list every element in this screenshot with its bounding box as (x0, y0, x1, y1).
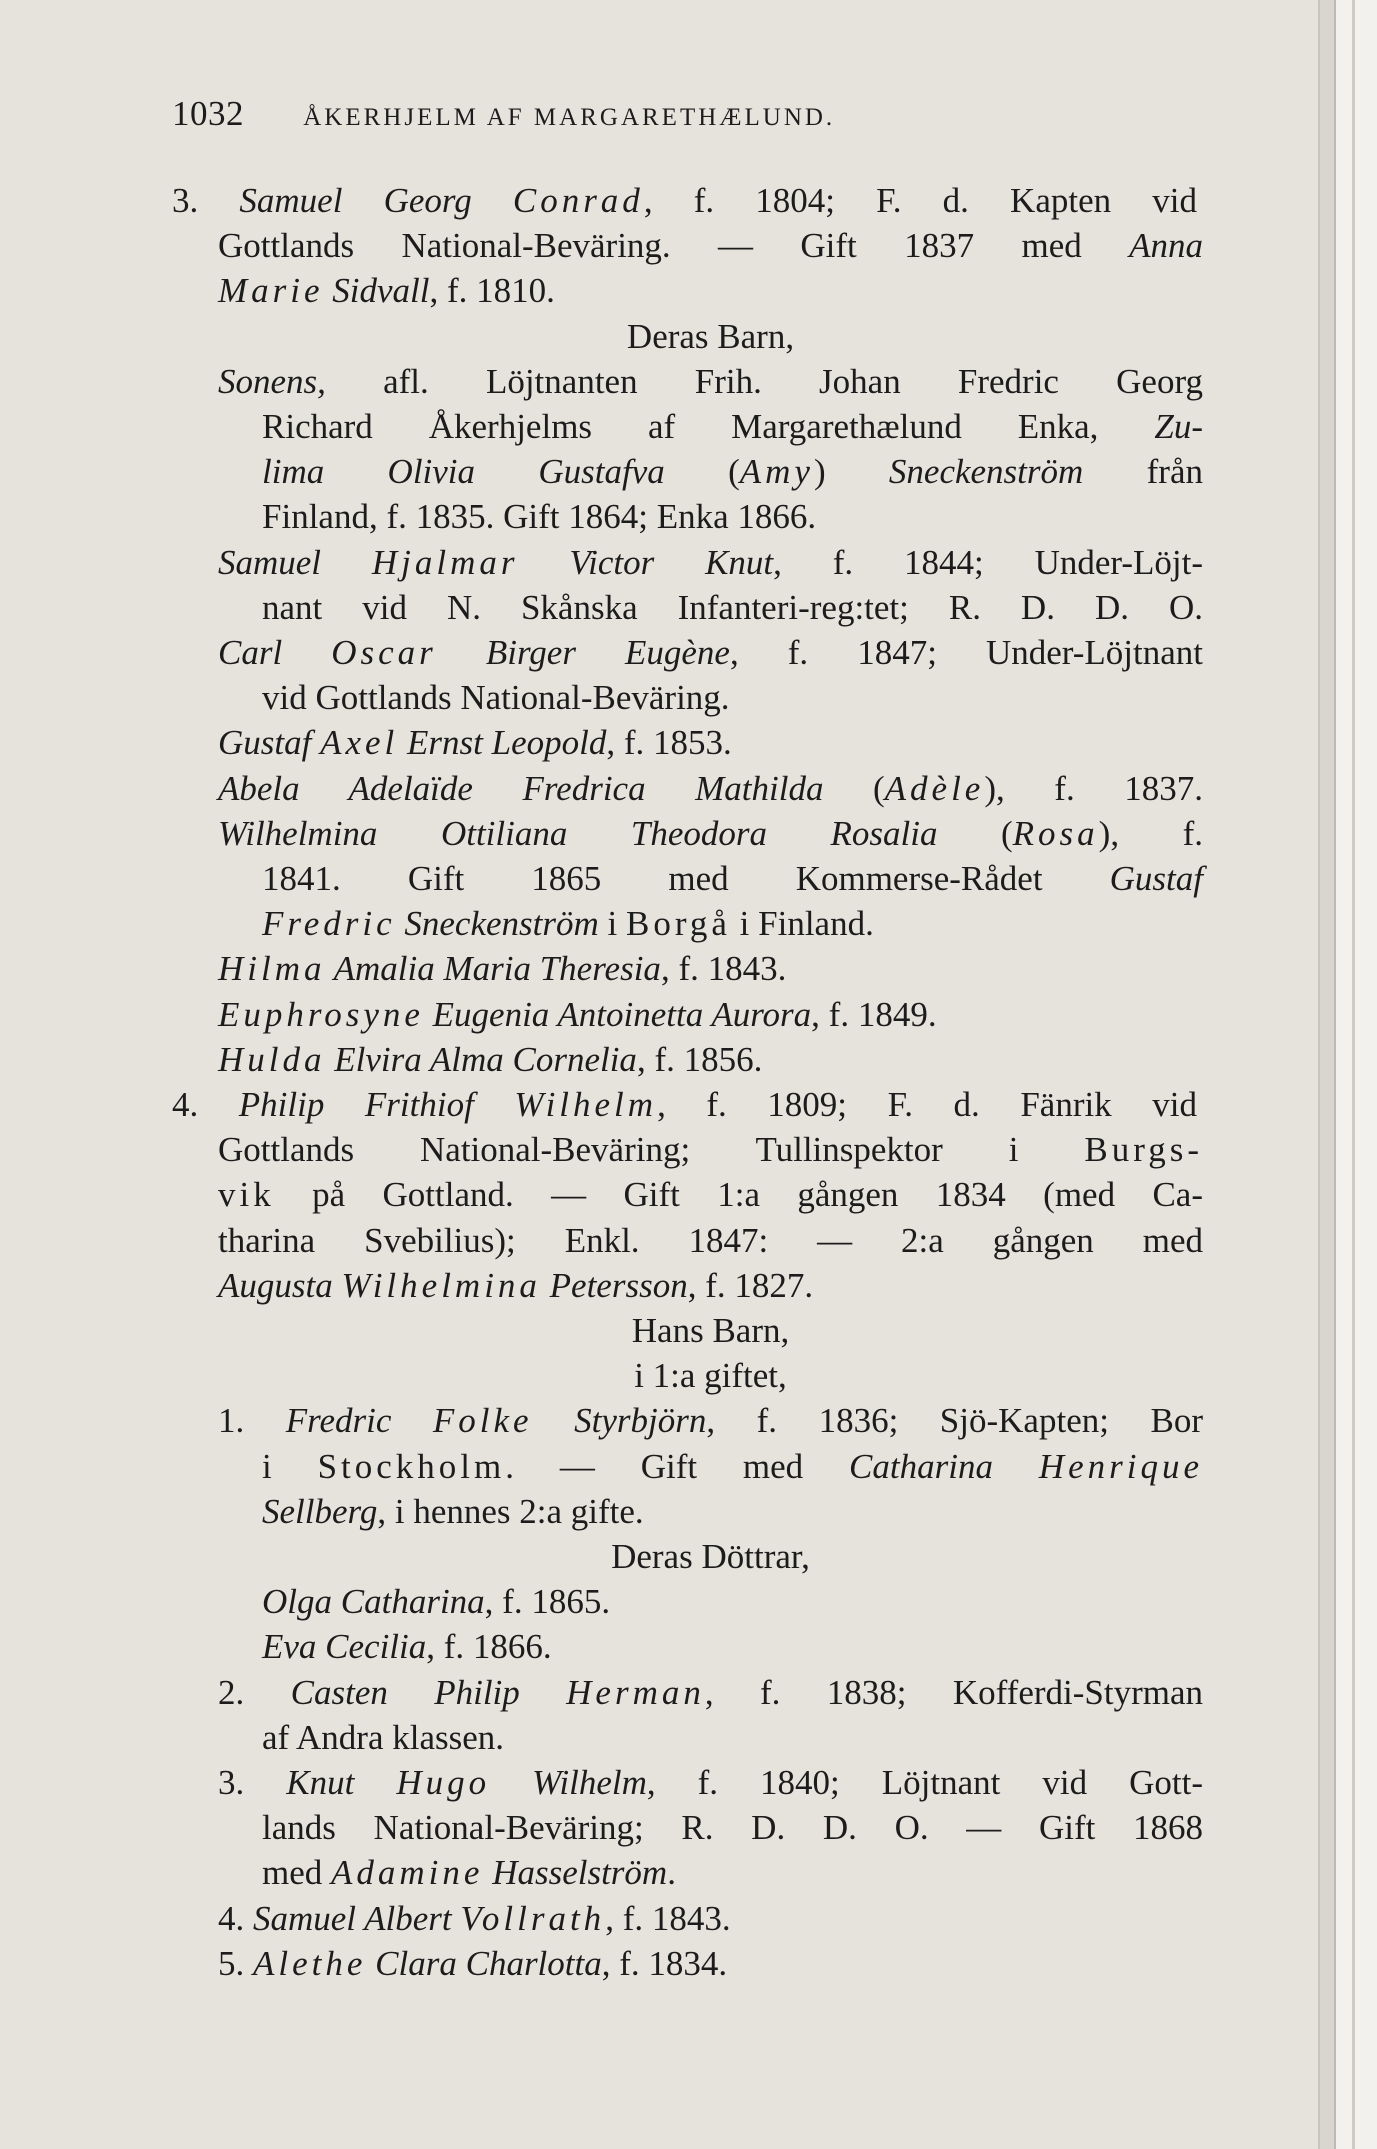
text-run: Gustaf (1109, 859, 1203, 898)
text-line (218, 1896, 1018, 1942)
text-run: från (1083, 452, 1203, 492)
text-run: , f. 1810. (429, 271, 555, 311)
text-line (218, 1398, 1203, 1444)
text-run: . (667, 1853, 676, 1893)
text-run: Sonens, (218, 361, 326, 401)
page-number: 1032 (172, 94, 244, 133)
text-run: Adamine (331, 1853, 484, 1893)
text-line (218, 1037, 1118, 1083)
text-run: nant vid N. Skånska Infanteri-reg:tet; R. D. D. O. (262, 587, 1203, 627)
text-line (262, 494, 962, 540)
text-line (218, 1172, 1203, 1218)
text-line (262, 1805, 1203, 1851)
text-run: i (262, 1446, 318, 1486)
text-line (262, 856, 1203, 902)
text-line (262, 1489, 962, 1535)
text-run: Folke (432, 1401, 533, 1441)
text-line (262, 901, 1162, 947)
text-line (262, 1624, 862, 1670)
text-line (218, 314, 1203, 360)
text-run: Conrad (512, 181, 644, 220)
text-run: Gustaf (218, 723, 321, 763)
text-run: tharina Svebilius); Enkl. 1847: — 2:a gången med (218, 1220, 1203, 1260)
text-line (172, 1082, 1197, 1128)
text-line (218, 1670, 1203, 1716)
text-run: afl. Löjtnanten Frih. Johan Fredric Georg (325, 361, 1203, 401)
text-line (218, 811, 1203, 857)
text-line (218, 1760, 1203, 1806)
text-line (218, 1534, 1203, 1580)
text-run: , f. 1836; Sjö-Kapten; Bor (706, 1401, 1203, 1441)
text-run: Eugenia Antoinetta Aurora (423, 994, 812, 1034)
text-run: Axel (320, 723, 399, 763)
text-run: Deras Döttrar, (611, 1537, 810, 1576)
text-run: ( (664, 452, 740, 492)
text-run: Hilma (218, 949, 326, 989)
text-run: Herman (566, 1672, 705, 1712)
text-run: Finland, f. 1835. Gift 1864; Enka 1866. (262, 497, 817, 537)
text-run: Hugo (396, 1763, 491, 1802)
text-run: Augusta (218, 1265, 342, 1305)
text-run: på Gottland. — Gift 1:a gången 1834 (med Ca- (274, 1175, 1203, 1215)
text-run: i (598, 904, 626, 944)
text-run: med (262, 1853, 332, 1893)
text-run: Samuel (218, 542, 372, 582)
text-run: Gottlands National-Beväring; Tullinspektor i (218, 1130, 1085, 1170)
text-run: , f. 1827. (687, 1265, 814, 1305)
text-line (218, 766, 1203, 812)
text-run: Sidvall (323, 271, 430, 311)
text-run: Henrique (1038, 1446, 1203, 1486)
text-run: Amy (739, 452, 814, 492)
text-line (218, 1353, 1203, 1399)
text-run: Rosa (1012, 813, 1099, 853)
text-run: Marie (218, 271, 324, 311)
text-line (172, 178, 1197, 224)
text-run: , f. 1840; Löjtnant vid Gott- (646, 1763, 1203, 1802)
text-line (218, 992, 1118, 1038)
text-run: Styrbjörn (532, 1401, 707, 1441)
text-run: Borgå (626, 904, 731, 944)
text-run: Hulda (218, 1039, 326, 1079)
text-run: Olga Catharina (262, 1582, 485, 1622)
text-run: Vollrath (460, 1898, 606, 1938)
text-line (262, 1444, 1203, 1490)
text-run: Stockholm (317, 1446, 506, 1486)
text-run: Ernst Leopold (398, 723, 607, 763)
text-run: Philip Frithiof (238, 1085, 515, 1124)
text-run: Gottlands National-Beväring. — Gift 1837 med (218, 226, 1130, 266)
text-run: , f. 1809; F. d. Fänrik vid (657, 1085, 1197, 1124)
text-run: , f. 1834. (601, 1943, 728, 1983)
text-run: vid Gottlands National-Beväring. (262, 678, 730, 718)
page-header (172, 94, 1202, 134)
text-run: Richard Åkerhjelms af Margarethælund Enka, (262, 407, 1155, 446)
text-line (218, 223, 1203, 269)
text-run: 1. (218, 1401, 286, 1441)
text-run: , f. 1838; Kofferdi-Styrman (704, 1672, 1203, 1712)
text-line (262, 1715, 862, 1761)
text-run: , f. 1847; Under-Löjtnant (729, 633, 1203, 672)
text-run: Amalia Maria Theresia (325, 949, 661, 989)
text-run: , f. 1843. (605, 1898, 731, 1938)
text-run: 4. (172, 1085, 239, 1124)
text-run: ( (937, 813, 1013, 853)
text-line (262, 404, 1203, 450)
text-line (262, 1850, 862, 1896)
page-edge (1318, 0, 1334, 2149)
text-run: 3. (218, 1763, 287, 1802)
text-run: Hasselström (483, 1853, 668, 1893)
text-run: Hans Barn, (631, 1311, 790, 1350)
text-run: Knut (286, 1763, 397, 1802)
text-line (218, 630, 1203, 676)
text-run: Hjalmar (371, 542, 519, 582)
text-run: Birger Eugène (436, 633, 730, 672)
text-run: Wilhelm (490, 1763, 647, 1802)
text-run: i 1:a giftet, (634, 1356, 787, 1396)
text-run: , i hennes 2:a gifte. (377, 1491, 644, 1531)
text-run: Carl (218, 633, 332, 672)
text-run: Sneckenström (888, 452, 1084, 492)
text-run: Deras Barn, (626, 316, 795, 356)
text-run: 4. (218, 1898, 253, 1938)
text-run: lima Olivia Gustafva (262, 452, 665, 492)
text-run: Eva Cecilia (262, 1627, 427, 1667)
text-line (218, 359, 1203, 405)
text-run: Victor Knut (518, 542, 774, 582)
text-run: Adèle (884, 768, 985, 808)
text-run: , f. 1853. (606, 723, 732, 763)
text-run: , f. 1866. (426, 1627, 552, 1667)
text-run: , f. 1804; F. d. Kapten vid (643, 181, 1197, 220)
text-run: Burgs- (1084, 1130, 1203, 1170)
text-line (218, 946, 1118, 992)
text-run: Fredric (285, 1401, 433, 1441)
text-run: Elvira Alma Cornelia (325, 1039, 637, 1079)
text-run: , f. 1856. (636, 1039, 763, 1079)
text-run: 2. (218, 1672, 291, 1712)
text-run: . — Gift med (505, 1446, 850, 1486)
text-run: Fredric (262, 904, 396, 944)
text-run: Wilhelm (514, 1085, 658, 1124)
text-run: Catharina (849, 1446, 1039, 1486)
text-line (218, 720, 968, 766)
text-run: Casten Philip (290, 1672, 567, 1712)
text-run: Sneckenström (395, 904, 599, 944)
text-run: ( (823, 768, 885, 808)
text-line (262, 449, 1203, 495)
text-run: Clara Charlotta (366, 1943, 602, 1983)
text-line (218, 1218, 1203, 1264)
text-run: lands National-Beväring; R. D. D. O. — Gift 1868 (262, 1808, 1203, 1848)
text-run: Wilhelmina (341, 1265, 541, 1305)
text-run: Abela Adelaïde Fredrica Mathilda (218, 768, 824, 808)
text-run: , f. 1844; Under-Löjt- (773, 542, 1203, 582)
text-run: , f. 1849. (811, 994, 937, 1034)
text-run: Samuel Georg (239, 181, 513, 220)
text-line (218, 1127, 1203, 1173)
text-run: Anna (1129, 226, 1203, 266)
running-title: ÅKERHJELM AF MARGARETHÆLUND. (303, 104, 836, 131)
text-run: , f. 1843. (660, 949, 787, 989)
text-line (262, 585, 1203, 631)
text-line (218, 268, 668, 314)
text-run: Petersson (540, 1265, 688, 1305)
text-run: Oscar (331, 633, 437, 672)
text-run: ), f. (1098, 813, 1204, 853)
text-run: Euphrosyne (218, 994, 424, 1034)
text-line (218, 1941, 1018, 1987)
text-run: Alethe (253, 1943, 367, 1983)
text-run: , f. 1865. (484, 1582, 611, 1622)
text-line (218, 540, 1203, 586)
text-line (262, 1579, 862, 1625)
text-run: 5. (218, 1943, 253, 1983)
text-run: ), f. 1837. (984, 768, 1203, 808)
page-edge-outer (1334, 0, 1377, 2149)
page-edge-line (1352, 0, 1355, 2149)
text-run: 3. (172, 181, 240, 220)
text-run: 1841. Gift 1865 med Kommerse-Rådet (262, 859, 1110, 898)
text-run: Zu- (1154, 407, 1203, 446)
text-line (218, 1308, 1203, 1354)
text-run: Samuel Albert (253, 1898, 461, 1938)
text-run: vik (218, 1175, 275, 1215)
text-run: af Andra klassen. (262, 1717, 505, 1757)
text-run: Wilhelmina Ottiliana Theodora Rosalia (218, 813, 938, 853)
text-line (218, 1263, 1118, 1309)
text-run: i Finland. (730, 904, 874, 944)
text-line (262, 675, 962, 721)
text-run: Sellberg (262, 1491, 378, 1531)
text-run: ) (813, 452, 889, 492)
